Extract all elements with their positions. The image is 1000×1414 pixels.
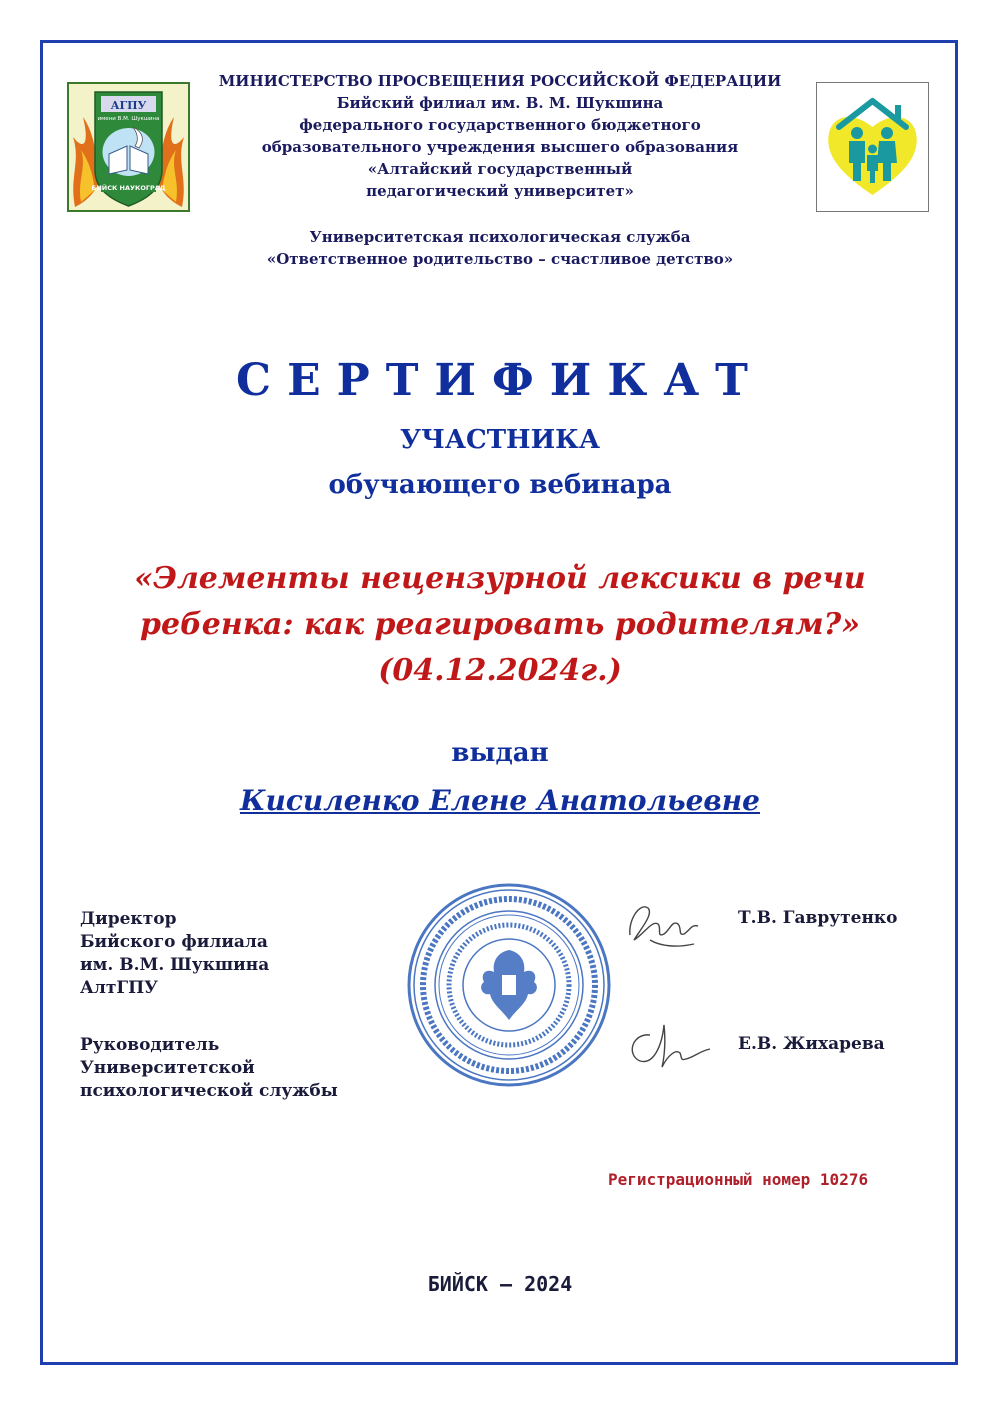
recipient-name-text: Кисиленко Елене Анатольевне (239, 784, 760, 817)
handwritten-signature-icon (620, 890, 710, 960)
signature-head (620, 1005, 720, 1075)
topic-date: (04.12.2024г.) (378, 653, 622, 688)
webinar-topic (100, 556, 900, 694)
certificate-event-type: обучающего вебинара (328, 470, 672, 500)
official-stamp (404, 880, 614, 1090)
svg-text:БИЙСК НАУКОГРАД: БИЙСК НАУКОГРАД (91, 184, 166, 192)
registration-number: Регистрационный номер 10276 (608, 1170, 869, 1189)
signer-name-head: Е.В. Жихарева (738, 1034, 885, 1054)
role-line: АлтГПУ (80, 978, 158, 998)
header-line: образовательного учреждения высшего образования (261, 138, 739, 156)
service-line: Университетская психологическая служба (309, 228, 691, 246)
service-header (190, 226, 810, 270)
role-line: психологической службы (80, 1081, 338, 1101)
institution-header (190, 70, 810, 202)
header-line: федерального государственного бюджетного (299, 116, 701, 134)
official-round-stamp-icon (404, 880, 614, 1090)
header-line: педагогический университет» (366, 182, 634, 200)
svg-text:имени В.М. Шукшина: имени В.М. Шукшина (97, 116, 160, 122)
signer-name-director: Т.В. Гаврутенко (738, 908, 898, 928)
signer-role-head (80, 1034, 338, 1103)
role-line: Руководитель (80, 1035, 220, 1055)
certificate-title: СЕРТИФИКАТ (236, 355, 764, 406)
altgpu-emblem-icon (67, 82, 190, 212)
role-line: им. В.М. Шукшина (80, 955, 270, 975)
footer-city-year: БИЙСК – 2024 (427, 1272, 573, 1296)
role-line: Директор (80, 909, 177, 929)
topic-line: «Элементы нецензурной лексики в речи (134, 561, 866, 596)
role-line: Университетской (80, 1058, 255, 1078)
recipient-name (0, 784, 1000, 817)
issued-label: выдан (451, 738, 549, 768)
role-line: Бийского филиала (80, 932, 268, 952)
signature-director (620, 890, 710, 960)
header-line: Бийский филиал им. В. М. Шукшина (336, 94, 664, 112)
header-line: «Алтайский государственный (367, 160, 633, 178)
university-logo (67, 82, 190, 212)
handwritten-signature-icon (620, 1005, 720, 1075)
header-line: МИНИСТЕРСТВО ПРОСВЕЩЕНИЯ РОССИЙСКОЙ ФЕДЕРАЦИИ (218, 72, 782, 90)
signer-role-director (80, 908, 269, 1000)
family-heart-house-icon (817, 83, 928, 211)
service-line: «Ответственное родительство – счастливое детство» (266, 250, 734, 268)
service-logo (816, 82, 929, 212)
topic-line: ребенка: как реагировать родителям?» (140, 607, 860, 642)
svg-text:АГПУ: АГПУ (110, 99, 147, 112)
certificate-subtitle: УЧАСТНИКА (399, 425, 600, 455)
